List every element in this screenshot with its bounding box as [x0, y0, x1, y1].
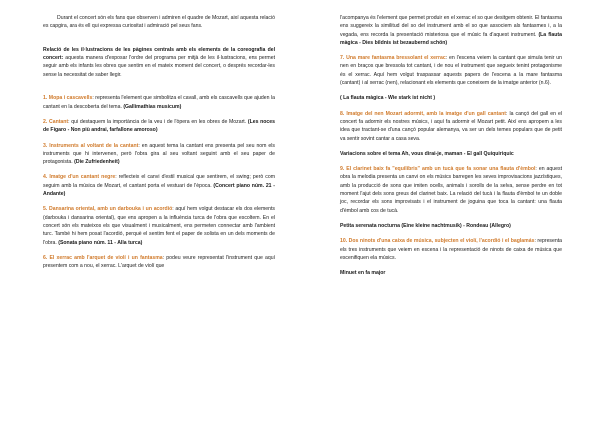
item-3: [43, 142, 275, 167]
item-10-heading: 10. Dos ninots d'una caixa de música, subjecten el violí, l'acordió i el baglamás: [340, 238, 535, 245]
item-5-work: (Sonata piano núm. 11 - Alla turca): [58, 239, 143, 246]
item-6-text: : podeu veure representat l'instrument que aquí presentem com a nou, el xerrac. L'arquet de violí que: [43, 254, 275, 270]
item-4-heading: 4. Imatge d'un cantant negre: [43, 174, 116, 181]
item-3-heading: 3. Instruments al voltant de la cantant: [43, 142, 139, 149]
item-3-text: : en aquest tema la cantant ens presenta pel seu nom els instruments que hi intervenen, però l'obra gira al seu voltant seguint amb el seu paper de protagonista.: [43, 142, 275, 166]
item-7: [340, 54, 562, 87]
item-7-text: : en l'escena veiem la cantant que simula tenir un nen en braços que bressola tot cantant, i de nou el instrument que segueix tenint protagonisme és el xerrac. Aquí hem volgut traspassar aquests papers de l'escena a la mare fantasma (cantant) i al xerrac (nen), relacionant els elements que coneixem de la imatge anterior (n.6).: [340, 55, 562, 87]
item-6-cont-text: l'acompanya és l'element que permet produir en el xerrac el so que desitgem obtenir. El fantasma ens suggereix la similitud del so del instrument amb el so que associem als fantasmes i, a la vegada, ens recorda la presentació misteriosa que el músic fa d'aquest instrument.: [340, 15, 562, 38]
item-8: [340, 110, 562, 143]
item-9-text: : en aquest obra la melodia presenta un canvi on els músics barregen les seves improvisacions jazzístiques, amb la producció de sons que imiten ocells, animals i sorolls de la selva, sense perdre en tot moment l'ajut dels sons greus del clarinet baix. La relació del tucà i la flauta d'èmbol te un doble joc, recordar els sons improvisats i el instrument de joguina que toca la cantant: una flauta d'èmbol amb cos de tucà.: [340, 166, 562, 214]
item-1-heading: 1. Mopa i cascavells: [43, 95, 93, 102]
item-2-text: : qui destaquem la importància de la veu i de l'òpera en les obres de Mozart.: [68, 118, 248, 125]
item-9-heading: 9. El clarinet baix fa "equilibris" amb un tucà que fa sonar una flauta d'èmbol: [340, 166, 536, 173]
item-2-work: (Les noces de Fígaro - Non più andrai, farfallone amoroso): [43, 118, 276, 134]
item-6-heading: 6. El xerrac amb l'arquet de violí i un fantasma: [43, 254, 163, 261]
variations-work: Variacions sobre el tema Ah, vous dirai-je, maman - El gall Quiquiriquic: [340, 150, 514, 157]
left-column: [43, 14, 275, 277]
relation-text: aquesta manera d'exposar l'ordre del programa per mitjà de les il·lustracions, ens permet seguir amb els infants les obres que sentim en el mateix moment del concert, o després recordar-les sense la necessitat de saber llegir.: [43, 55, 275, 78]
item-5-heading: 5. Dansarina oriental, amb un darbouka i un acordió: [43, 206, 173, 213]
relation-heading: Relació de les il·lustracions de les pàgines centrals amb els elements de la coreografia del concert:: [43, 46, 275, 62]
item-7-heading: 7. Una mare fantasma bressolant el xerrac: [340, 55, 446, 62]
item-1: [43, 94, 275, 111]
item-2: [43, 118, 275, 135]
item-7-work: ( La flauta màgica - Wie stark ist nicht ): [340, 95, 436, 102]
relation-paragraph: [43, 46, 275, 79]
item-8-text: : la cançó del gall en el concert fa adormir els nostres músics, i aquí fa adormir el Mozart petit. Així ens apropem a les idea que tractant-se d'una cançó popular alemanya, va ser un dels temes populars que de petit va sentir sovint cantar a casa seva.: [340, 110, 562, 142]
item-6-continued: [340, 14, 562, 47]
item-3-work: (Die Zufriedenheit): [74, 159, 120, 166]
petita-work: Petita serenata nocturna (Eine kleine nachtmusik) - Rondeau (Allegro): [340, 222, 511, 229]
minuet-work: Minuet en fa major: [340, 270, 386, 277]
intro-paragraph: Durant el concert són els fans que observen i admiren el quadre de Mozart, així aquesta relació es capgira, ara és ell qui expressa curiositat i admiració pel seus fans.: [43, 15, 275, 30]
item-1-text: : representa l'element que simbolitza el cavall, amb els cascavells que ajuden la cantant en la descoberta del tema.: [43, 95, 276, 110]
item-4-text: : reflecteix el canvi d'estil musical que sentirem, el swing; però com seguim amb la música de Mozart, el cantant porta el vestuari de l'època.: [43, 174, 275, 189]
right-column: [340, 14, 562, 284]
item-10: [340, 237, 562, 262]
item-4: [43, 173, 275, 198]
item-10-text: : representa els tres instruments que veiem en escena i la representació de ninots de caixa de música que escenifiquen ela músics.: [340, 238, 562, 261]
item-8-heading: 8. Imatge del nen Mozart adormit, amb la imatge d'un gall cantant: [340, 110, 506, 117]
item-5: [43, 205, 275, 246]
item-4-work: (Concert piano núm. 21 - Andante): [43, 182, 276, 198]
item-2-heading: 2. Cantant: [43, 118, 69, 125]
item-6-work: (La flauta màgica - Dies bildnis ist bezaubernd schön): [340, 31, 562, 46]
item-9: [340, 165, 562, 215]
item-1-work: (Gallimathias musicum): [123, 103, 182, 110]
item-5-text: : aquí hem volgut destacar els dos elements (darbouka i dansarina oriental), que ens apropen a la influència turca de l'obra que escoltem. En el concert són els mateixos els que visualment i musicalment, ens permeten connectar amb l'ambient turc. També hi hem posat l'acordió, perquè el sentim fent el paper de solista en un dels moments de l'obra.: [43, 206, 275, 246]
item-6: [43, 254, 275, 271]
